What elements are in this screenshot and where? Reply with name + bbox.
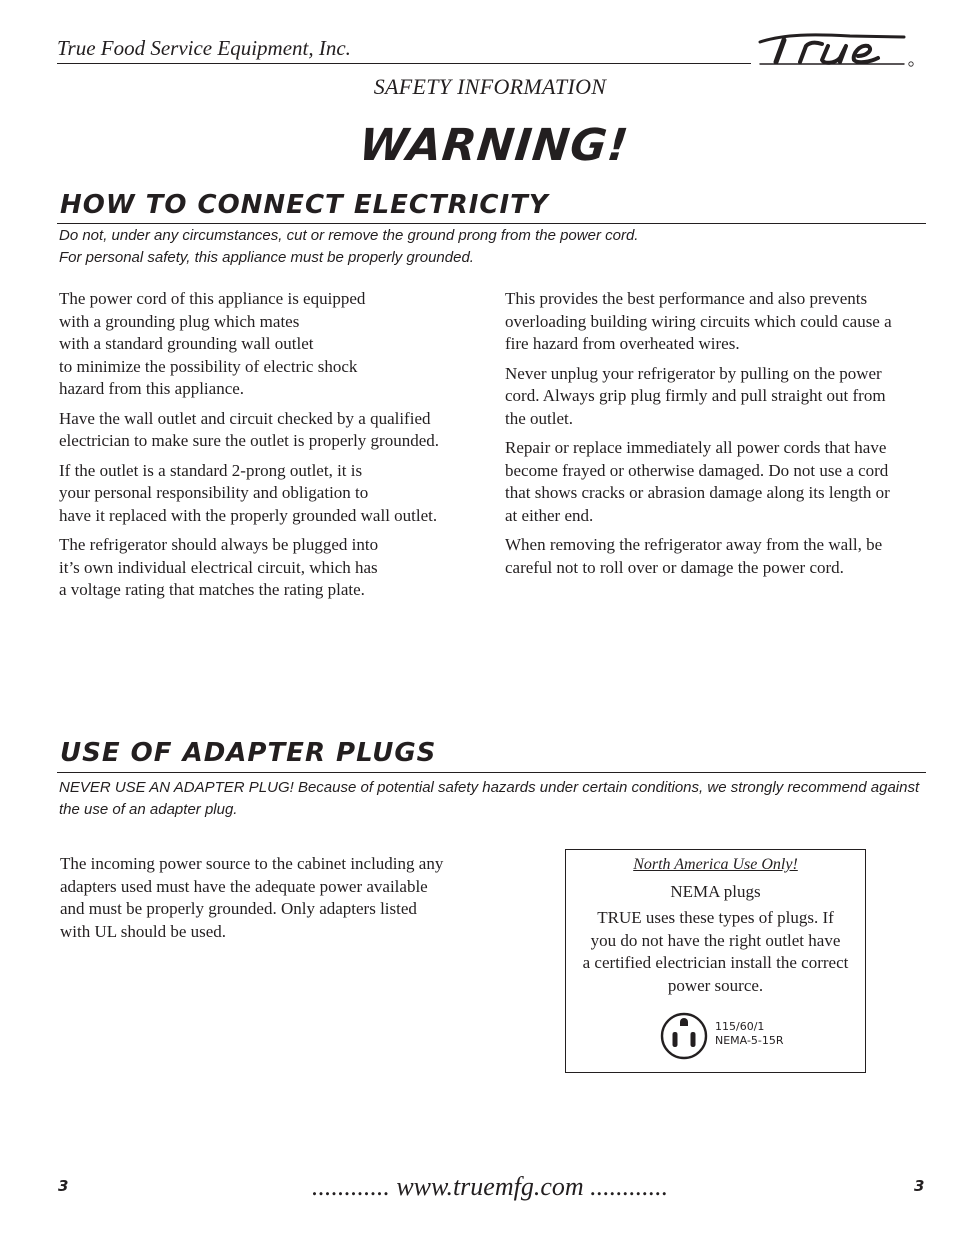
footer-url: ............ www.truemfg.com ............	[311, 1172, 669, 1201]
electricity-left-column	[59, 288, 479, 609]
plug-type: NEMA-5-15R	[715, 1034, 784, 1047]
nema-box-body: TRUE uses these types of plugs. If you do not have the right outlet have a certified electrician install the correct power source.	[582, 908, 849, 995]
note-line: NEVER USE AN ADAPTER PLUG! Because of potential safety hazards under certain conditions, we strongly recommend against	[59, 779, 920, 796]
electricity-right-column	[505, 288, 925, 586]
nema-info-box	[565, 849, 866, 1073]
nema-plug-label	[715, 1020, 784, 1048]
paragraph: Never unplug your refrigerator by pulling on the power cord. Always grip plug firmly and pull straight out from the outlet.	[505, 363, 886, 428]
note-line: Do not, under any circumstances, cut or remove the ground prong from the power cord.	[59, 227, 639, 244]
header-rule	[57, 63, 751, 64]
adapter-body	[60, 853, 500, 950]
note-line: For personal safety, this appliance must be properly grounded.	[59, 249, 474, 266]
paragraph: The power cord of this appliance is equipped with a grounding plug which mates with a standard grounding wall outlet to minimize the possibility of electric shock hazard from this appliance.	[59, 289, 366, 398]
paragraph: This provides the best performance and also prevents overloading building wiring circuits which could cause a fire hazard from overheated wires.	[505, 289, 892, 353]
adapter-title: USE OF ADAPTER PLUGS	[60, 738, 437, 768]
adapter-rule	[57, 772, 926, 773]
section-label: SAFETY INFORMATION	[373, 74, 607, 99]
warning-heading: WARNING!	[356, 120, 632, 171]
paragraph: If the outlet is a standard 2-prong outlet, it is your personal responsibility and obligation to have it replaced with the properly grounded wall outlet.	[59, 460, 438, 525]
nema-box-heading: North America Use Only!	[633, 856, 798, 873]
paragraph: The refrigerator should always be plugged into it’s own individual electrical circuit, which has a voltage rating that matches the rating plate.	[59, 535, 379, 599]
electricity-title: HOW TO CONNECT ELECTRICITY	[60, 190, 549, 220]
paragraph: The incoming power source to the cabinet including any adapters used must have the adequate power available and must be properly grounded. Only adapters listed with UL should be used.	[60, 854, 444, 941]
page-number-left: 3	[58, 1177, 69, 1195]
note-line: the use of an adapter plug.	[59, 801, 238, 818]
nema-outlet-icon	[660, 1012, 708, 1060]
electricity-note	[59, 225, 929, 269]
electricity-rule	[57, 223, 926, 224]
paragraph: Repair or replace immediately all power cords that have become frayed or otherwise damaged. Do not use a cord that shows cracks or abrasion damage along its length or at either end.	[505, 438, 890, 525]
page-number-right: 3	[914, 1177, 925, 1195]
true-logo-icon	[754, 28, 916, 70]
paragraph: Have the wall outlet and circuit checked by a qualified electrician to make sure the outlet is properly grounded.	[59, 408, 440, 450]
plug-rating: 115/60/1	[715, 1020, 765, 1033]
adapter-note	[59, 777, 929, 821]
nema-box-subheading: NEMA plugs	[670, 882, 761, 901]
company-name: True Food Service Equipment, Inc.	[57, 36, 351, 60]
paragraph: When removing the refrigerator away from the wall, be careful not to roll over or damage the power cord.	[505, 535, 883, 577]
